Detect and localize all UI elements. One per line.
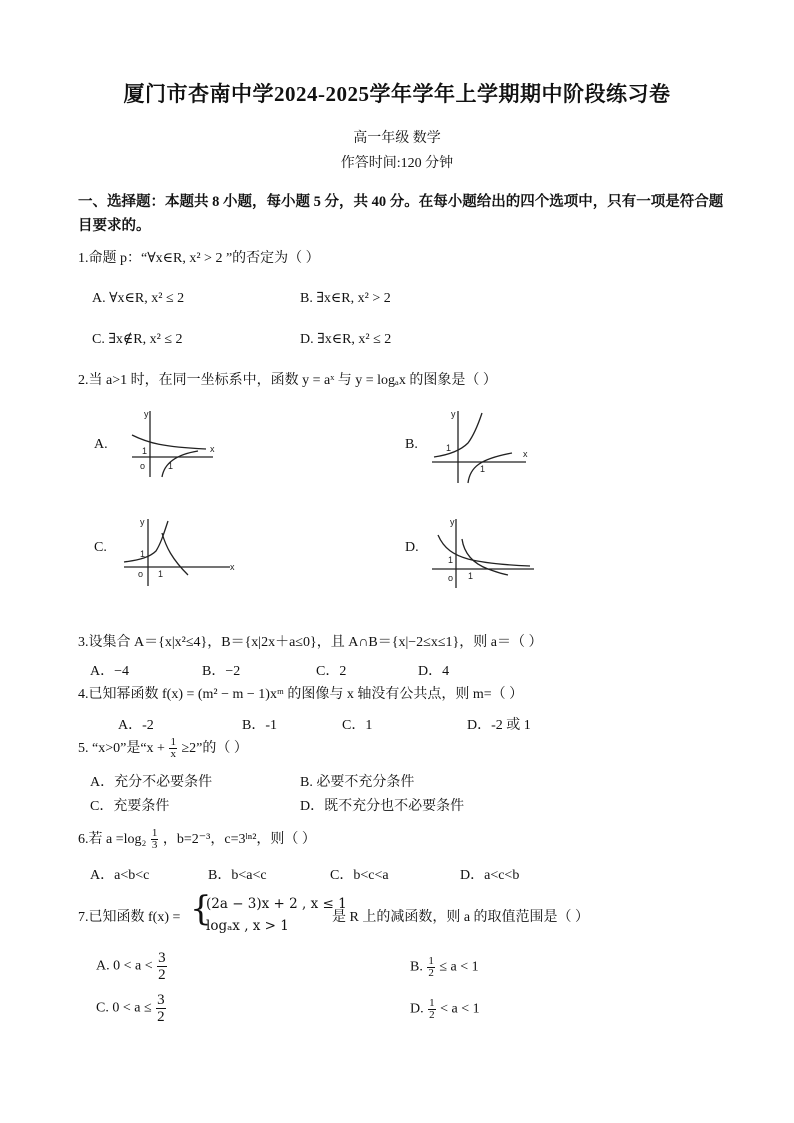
q4-option-d: D．-2 或 1	[467, 718, 531, 733]
origin-label: o	[138, 569, 144, 579]
tick-one-y: 1	[448, 555, 454, 565]
q1-option-a: A. ∀x∈R, x² ≤ 2	[92, 291, 185, 306]
q5-fraction	[169, 737, 177, 760]
q2-option-d-label: D.	[405, 540, 419, 555]
q5-option-b: B. 必要不充分条件	[300, 775, 415, 790]
q4-option-a: A．-2	[118, 718, 154, 733]
q7-stem-post: 是 R 上的减函数，则 a 的取值范围是（ ）	[332, 910, 590, 925]
q7-brace: {	[190, 889, 212, 929]
q5-option-c: C．充要条件	[90, 799, 170, 814]
q6-option-c: C．b<c<a	[330, 868, 389, 883]
q7-option-c-pre: C. 0 < a ≤	[96, 1000, 152, 1016]
grade-subject: 高一年级 数学	[353, 131, 441, 146]
q6-stem	[78, 828, 316, 851]
q7-option-b-pre: B.	[410, 959, 423, 975]
frac-num: 1	[429, 997, 435, 1009]
q7-option-c	[96, 992, 167, 1025]
q7-case-1: (2a − 3)x + 2 , x ≤ 1	[206, 896, 347, 912]
q6-frac-num: 1	[151, 827, 158, 840]
frac-num: 3	[157, 992, 165, 1008]
q5-frac-num: 1	[170, 736, 176, 749]
q6-option-a: A．a<b<c	[90, 868, 150, 883]
origin-label: o	[140, 461, 146, 471]
q4-stem: 4.已知幂函数 f(x) = (m² − m − 1)xᵐ 的图像与 x 轴没有公共点，则 m=（ ）	[78, 687, 524, 702]
q7-option-d-pre: D.	[410, 1001, 424, 1017]
q2-graph-a	[118, 405, 218, 480]
q5-option-d: D．既不充分也不必要条件	[300, 799, 465, 814]
exam-time: 作答时间:120 分钟	[340, 156, 454, 171]
q6-frac-den: 3	[151, 839, 158, 852]
axis-y-label: y	[451, 409, 456, 419]
q6-fraction	[151, 828, 159, 851]
q7-option-a	[96, 950, 168, 983]
q3-option-a: A．−4	[90, 664, 130, 679]
axis-y-label: y	[144, 409, 149, 419]
q6-stem-post: ，b=2⁻³，c=3ˡⁿ²，则（ ）	[162, 832, 316, 847]
q5-stem	[78, 737, 248, 760]
q2-option-b-label: B.	[405, 437, 418, 452]
q7-option-d	[410, 998, 480, 1021]
q2-graph-b	[428, 405, 533, 485]
axis-y-label: y	[450, 517, 455, 527]
tick-one-y: 1	[140, 549, 146, 559]
q3-option-d: D．4	[418, 664, 450, 679]
tick-one-y: 1	[446, 443, 452, 453]
q2-option-a-label: A.	[94, 437, 108, 452]
q7-option-c-frac	[156, 992, 166, 1025]
q1-option-d: D. ∃x∈R, x² ≤ 2	[300, 332, 392, 347]
tick-one-x: 1	[468, 571, 474, 581]
q6-option-b: B．b<a<c	[208, 868, 267, 883]
frac-den: 2	[429, 1009, 435, 1021]
q4-option-c: C．1	[342, 718, 373, 733]
q2-graph-d	[428, 513, 538, 588]
axis-x-label: x	[230, 562, 235, 572]
frac-num: 1	[428, 955, 434, 967]
q7-option-b-post: ≤ a < 1	[439, 959, 479, 975]
section-heading: 一、选择题：本题共 8 小题，每小题 5 分，共 40 分。在每小题给出的四个选项中，只有一项是符合题目要求的。	[78, 194, 724, 234]
axis-x-label: x	[210, 444, 215, 454]
q7-option-a-pre: A. 0 < a <	[96, 958, 153, 974]
q5-stem-pre: 5. “x>0”是“x +	[78, 741, 165, 756]
origin-label: o	[448, 573, 454, 583]
q3-option-c: C．2	[316, 664, 347, 679]
q2-stem: 2.当 a>1 时，在同一坐标系中，函数 y = aˣ 与 y = logₐx 的图象是（ ）	[78, 373, 497, 388]
q1-stem: 1.命题 p：“∀x∈R, x² > 2 ”的否定为（ ）	[78, 251, 320, 266]
q3-option-b: B．−2	[202, 664, 241, 679]
q2-graph-c	[118, 513, 238, 588]
exam-title: 厦门市杏南中学2024-2025学年学年上学期期中阶段练习卷	[123, 82, 671, 106]
q7-option-d-post: < a < 1	[440, 1001, 480, 1017]
frac-den: 2	[157, 1009, 165, 1025]
q5-option-a: A．充分不必要条件	[90, 775, 213, 790]
tick-one-x: 1	[158, 569, 164, 579]
tick-one-x: 1	[480, 464, 486, 474]
q7-option-b	[410, 956, 479, 979]
q7-option-b-frac	[427, 956, 435, 979]
tick-one-x: 1	[168, 461, 174, 471]
q1-option-b: B. ∃x∈R, x² > 2	[300, 291, 391, 306]
q4-option-b: B．-1	[242, 718, 277, 733]
q2-option-c-label: C.	[94, 540, 107, 555]
tick-one-y: 1	[142, 446, 148, 456]
q5-frac-den: x	[170, 748, 176, 761]
q7-case-2: logₐx , x > 1	[206, 918, 289, 934]
q6-option-d: D．a<c<b	[460, 868, 520, 883]
q6-stem-pre: 6.若 a =log₂	[78, 832, 147, 847]
axis-y-label: y	[140, 517, 145, 527]
q7-option-a-frac	[157, 950, 167, 983]
q3-stem: 3.设集合 A＝{x|x²≤4}，B＝{x|2x＋a≤0}，且 A∩B＝{x|−2≤x≤1}，则 a＝（ ）	[78, 635, 543, 650]
frac-num: 3	[158, 950, 166, 966]
frac-den: 2	[428, 967, 434, 979]
axis-x-label: x	[523, 449, 528, 459]
q7-stem-pre: 7.已知函数 f(x) =	[78, 910, 181, 925]
q7-option-d-frac	[428, 998, 436, 1021]
q1-option-c: C. ∃x∉R, x² ≤ 2	[92, 332, 183, 347]
frac-den: 2	[158, 967, 166, 983]
q5-stem-post: ≥2”的（ ）	[181, 741, 248, 756]
